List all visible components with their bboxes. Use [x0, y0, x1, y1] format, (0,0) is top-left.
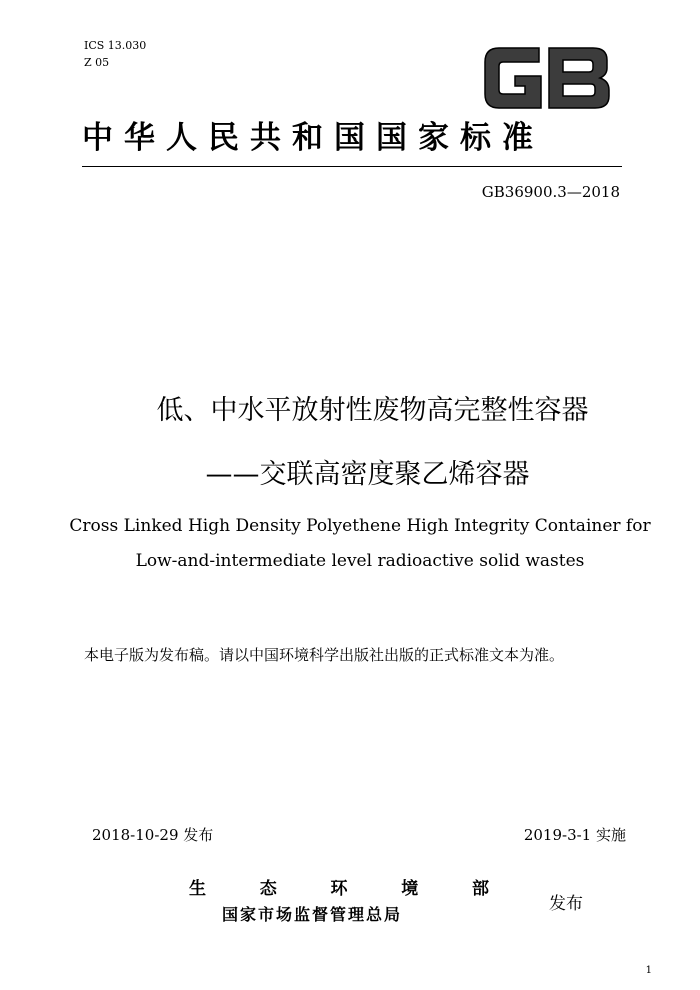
issuer-char: 境	[401, 879, 419, 899]
chinese-title-line2: ——交联高密度聚乙烯容器	[205, 459, 530, 490]
standard-number: GB36900.3—2018	[481, 183, 620, 201]
electronic-version-notice: 本电子版为发布稿。请以中国环境科学出版社出版的正式标准文本为准。	[84, 646, 565, 664]
issuer-ministry-ecology-environment	[189, 874, 489, 899]
header-divider	[82, 166, 622, 167]
gb-logo-icon	[481, 42, 613, 114]
publish-label: 发布	[549, 894, 583, 914]
issuer-market-regulation-administration: 国家市场监督管理总局	[222, 905, 403, 924]
implementation-date: 2019-3-1 实施	[523, 826, 626, 844]
issuer-char: 环	[330, 879, 348, 899]
english-title-line1: Cross Linked High Density Polyethene High Integrity Container for	[69, 516, 651, 536]
classification-codes	[84, 37, 146, 71]
page-number: 1	[645, 965, 652, 976]
ccs-code: Z 05	[84, 56, 110, 69]
ics-code: ICS 13.030	[84, 39, 147, 52]
issuer-char: 部	[472, 879, 489, 899]
issue-date: 2018-10-29 发布	[92, 826, 214, 844]
issuer-char: 生	[189, 879, 206, 899]
chinese-title-line1: 低、中水平放射性废物高完整性容器	[156, 395, 589, 426]
issuer-char: 态	[259, 879, 277, 899]
english-title-line2: Low-and-intermediate level radioactive solid wastes	[135, 551, 585, 571]
standard-category-title: 中华人民共和国国家标准	[82, 120, 544, 156]
